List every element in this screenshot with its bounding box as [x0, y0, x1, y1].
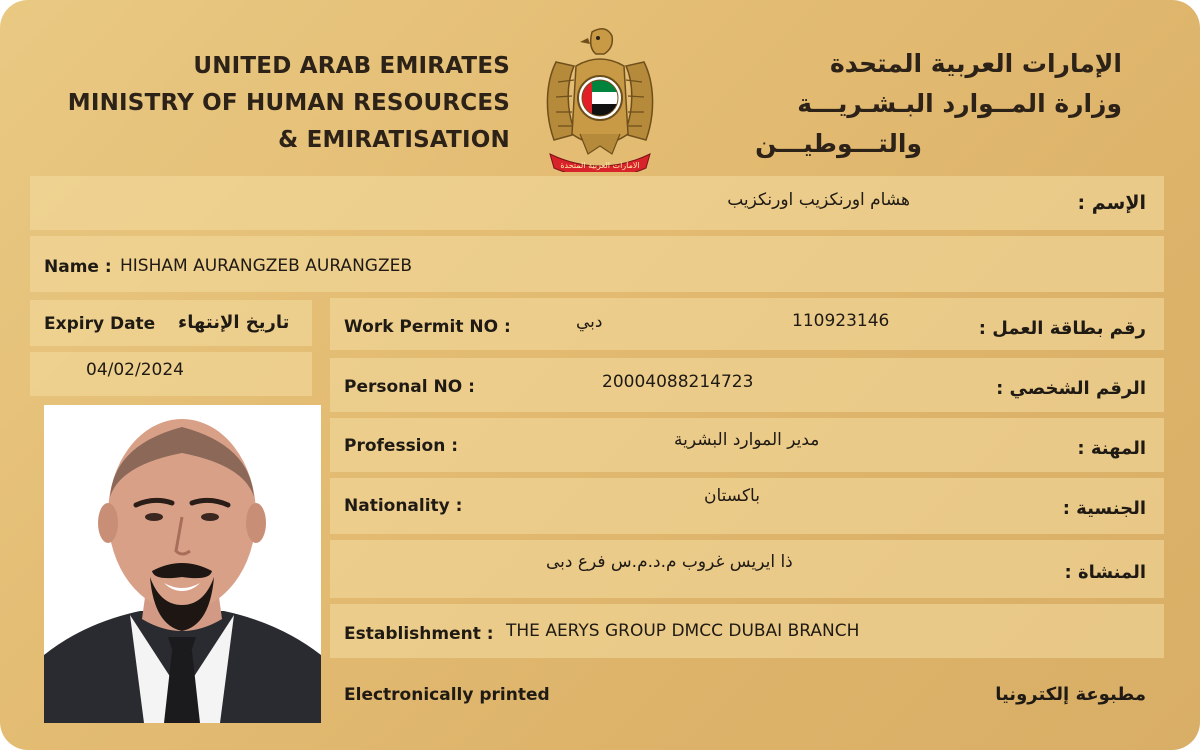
establishment-en-label: Establishment :	[344, 624, 494, 644]
header-emiratisation: & EMIRATISATION	[278, 127, 510, 153]
establishment-ar-value: ذا ايريس غروب م.د.م.س فرع دبى	[546, 552, 793, 572]
name-ar-label: الإسم :	[1077, 192, 1146, 214]
header-country: UNITED ARAB EMIRATES	[193, 53, 510, 79]
establishment-en-value: THE AERYS GROUP DMCC DUBAI BRANCH	[506, 621, 860, 641]
name-ar-value: هشام اورنكزيب اورنكزيب	[727, 190, 910, 210]
work-permit-label: Work Permit NO :	[344, 317, 511, 337]
personal-no-label: Personal NO :	[344, 377, 475, 397]
work-permit-label-ar: رقم بطاقة العمل :	[978, 318, 1146, 339]
nationality-label: Nationality :	[344, 496, 463, 516]
establishment-ar-label: المنشاة :	[1064, 562, 1146, 583]
header-arabic	[682, 44, 1122, 164]
name-en-label: Name :	[44, 257, 112, 277]
electronically-printed-label-ar: مطبوعة إلكترونيا	[995, 684, 1146, 705]
emblem-ribbon-text: الامارات العربية المتحدة	[560, 161, 640, 170]
header-ministry: MINISTRY OF HUMAN RESOURCES	[67, 90, 510, 116]
header-emiratisation-ar: والتـــوطيـــن	[755, 129, 922, 158]
holder-photo	[44, 405, 321, 723]
profession-label: Profession :	[344, 436, 459, 456]
personal-no-value: 20004088214723	[602, 372, 754, 392]
nationality-value: باكستان	[704, 486, 760, 506]
expiry-label-ar: تاريخ الإنتهاء	[178, 312, 290, 333]
header-ministry-ar: وزارة المــوارد البـشـريـــة	[797, 89, 1122, 118]
name-en-value: HISHAM AURANGZEB AURANGZEB	[120, 256, 413, 276]
expiry-value: 04/02/2024	[86, 360, 184, 380]
expiry-label: Expiry Date	[44, 314, 156, 334]
nationality-label-ar: الجنسية :	[1062, 498, 1146, 519]
personal-no-label-ar: الرقم الشخصي :	[996, 378, 1146, 399]
name-ar-band	[30, 176, 1164, 230]
profession-label-ar: المهنة :	[1077, 438, 1146, 459]
header-english	[30, 48, 510, 159]
work-permit-value: 110923146	[792, 311, 890, 331]
profession-value: مدير الموارد البشرية	[674, 430, 820, 450]
portrait-image	[44, 405, 321, 723]
electronically-printed-label: Electronically printed	[344, 685, 550, 705]
header-country-ar: الإمارات العربية المتحدة	[829, 49, 1122, 78]
uae-emblem-icon	[536, 22, 664, 172]
work-permit-city: دبي	[576, 312, 603, 332]
